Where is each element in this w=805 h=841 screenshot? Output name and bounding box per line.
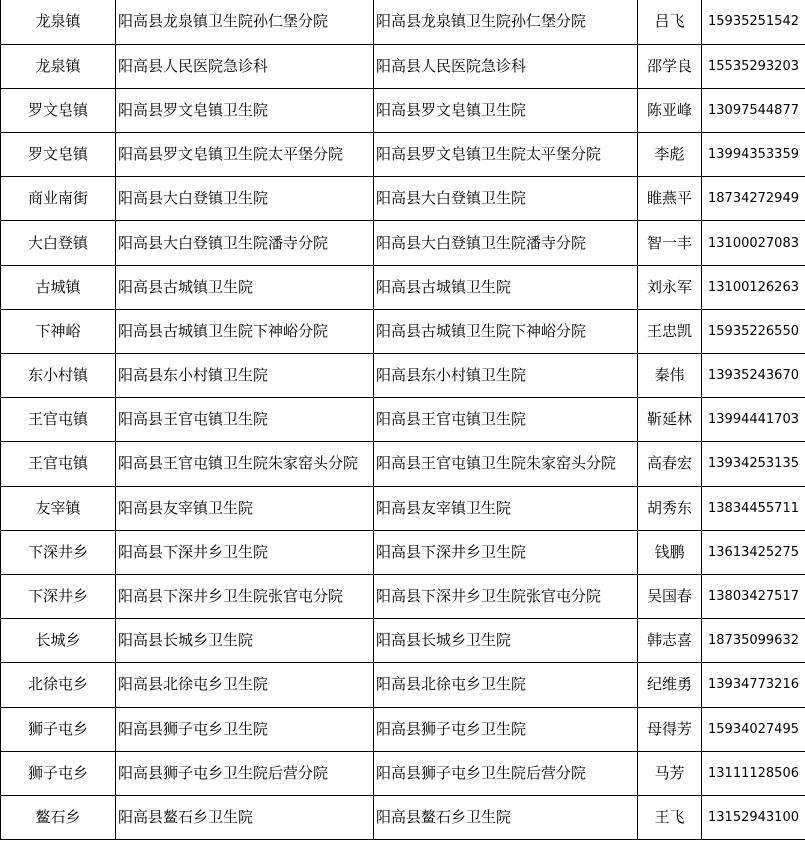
phone-cell: 13934253135	[702, 442, 805, 486]
table-row	[1, 88, 805, 132]
contact-cell: 陈亚峰	[638, 88, 702, 132]
institution-cell: 阳高县王官屯镇卫生院	[116, 398, 374, 442]
site-cell: 阳高县罗文皂镇卫生院太平堡分院	[374, 133, 638, 177]
phone-cell: 15535293203	[702, 44, 805, 88]
table-row	[1, 751, 805, 795]
town-cell: 狮子屯乡	[1, 707, 116, 751]
contact-cell: 吕飞	[638, 0, 702, 44]
phone-cell: 13100126263	[702, 265, 805, 309]
site-cell: 阳高县古城镇卫生院	[374, 265, 638, 309]
contact-cell: 母得芳	[638, 707, 702, 751]
phone-cell: 13994441703	[702, 398, 805, 442]
institution-cell: 阳高县古城镇卫生院	[116, 265, 374, 309]
table-body	[1, 0, 805, 840]
site-cell: 阳高县东小村镇卫生院	[374, 354, 638, 398]
table-row	[1, 354, 805, 398]
town-cell: 商业南街	[1, 177, 116, 221]
institution-cell: 阳高县长城乡卫生院	[116, 619, 374, 663]
table-row	[1, 795, 805, 839]
town-cell: 龙泉镇	[1, 0, 116, 44]
phone-cell: 18735099632	[702, 619, 805, 663]
town-cell: 北徐屯乡	[1, 663, 116, 707]
contact-cell: 李彪	[638, 133, 702, 177]
town-cell: 下深井乡	[1, 574, 116, 618]
institution-cell: 阳高县古城镇卫生院下神峪分院	[116, 309, 374, 353]
phone-cell: 15935251542	[702, 0, 805, 44]
phone-cell: 15934027495	[702, 707, 805, 751]
table-row	[1, 530, 805, 574]
site-cell: 阳高县友宰镇卫生院	[374, 486, 638, 530]
institution-cell: 阳高县鳌石乡卫生院	[116, 795, 374, 839]
contact-cell: 钱鹏	[638, 530, 702, 574]
institution-cell: 阳高县友宰镇卫生院	[116, 486, 374, 530]
contact-cell: 邵学良	[638, 44, 702, 88]
contact-cell: 马芳	[638, 751, 702, 795]
town-cell: 大白登镇	[1, 221, 116, 265]
site-cell: 阳高县下深井乡卫生院张官屯分院	[374, 574, 638, 618]
site-cell: 阳高县古城镇卫生院下神峪分院	[374, 309, 638, 353]
town-cell: 鳌石乡	[1, 795, 116, 839]
phone-cell: 13935243670	[702, 354, 805, 398]
institution-cell: 阳高县人民医院急诊科	[116, 44, 374, 88]
site-cell: 阳高县王官屯镇卫生院朱家窑头分院	[374, 442, 638, 486]
phone-cell: 13100027083	[702, 221, 805, 265]
town-cell: 狮子屯乡	[1, 751, 116, 795]
institution-cell: 阳高县东小村镇卫生院	[116, 354, 374, 398]
institution-cell: 阳高县狮子屯乡卫生院	[116, 707, 374, 751]
table-row	[1, 265, 805, 309]
town-cell: 龙泉镇	[1, 44, 116, 88]
site-cell: 阳高县长城乡卫生院	[374, 619, 638, 663]
town-cell: 东小村镇	[1, 354, 116, 398]
phone-cell: 13994353359	[702, 133, 805, 177]
institution-cell: 阳高县王官屯镇卫生院朱家窑头分院	[116, 442, 374, 486]
institution-cell: 阳高县罗文皂镇卫生院	[116, 88, 374, 132]
site-cell: 阳高县鳌石乡卫生院	[374, 795, 638, 839]
table-row	[1, 707, 805, 751]
institution-cell: 阳高县大白登镇卫生院潘寺分院	[116, 221, 374, 265]
contact-cell: 靳延林	[638, 398, 702, 442]
site-cell: 阳高县王官屯镇卫生院	[374, 398, 638, 442]
table-row	[1, 574, 805, 618]
institution-cell: 阳高县下深井乡卫生院张官屯分院	[116, 574, 374, 618]
table-row	[1, 619, 805, 663]
site-cell: 阳高县人民医院急诊科	[374, 44, 638, 88]
table-row	[1, 442, 805, 486]
phone-cell: 13152943100	[702, 795, 805, 839]
phone-cell: 15935226550	[702, 309, 805, 353]
phone-cell: 13834455711	[702, 486, 805, 530]
institution-cell: 阳高县大白登镇卫生院	[116, 177, 374, 221]
table-row	[1, 0, 805, 44]
town-cell: 罗文皂镇	[1, 88, 116, 132]
institution-cell: 阳高县龙泉镇卫生院孙仁堡分院	[116, 0, 374, 44]
table-row	[1, 486, 805, 530]
institution-cell: 阳高县狮子屯乡卫生院后营分院	[116, 751, 374, 795]
table-row	[1, 663, 805, 707]
contact-cell: 王飞	[638, 795, 702, 839]
phone-cell: 13803427517	[702, 574, 805, 618]
town-cell: 长城乡	[1, 619, 116, 663]
phone-cell: 13613425275	[702, 530, 805, 574]
town-cell: 下神峪	[1, 309, 116, 353]
table-row	[1, 398, 805, 442]
table-row	[1, 44, 805, 88]
contact-cell: 胡秀东	[638, 486, 702, 530]
institution-cell: 阳高县下深井乡卫生院	[116, 530, 374, 574]
site-cell: 阳高县北徐屯乡卫生院	[374, 663, 638, 707]
contact-cell: 睢燕平	[638, 177, 702, 221]
site-cell: 阳高县大白登镇卫生院	[374, 177, 638, 221]
site-cell: 阳高县龙泉镇卫生院孙仁堡分院	[374, 0, 638, 44]
town-cell: 王官屯镇	[1, 442, 116, 486]
phone-cell: 18734272949	[702, 177, 805, 221]
table-row	[1, 177, 805, 221]
contact-cell: 秦伟	[638, 354, 702, 398]
contact-cell: 吴国春	[638, 574, 702, 618]
site-cell: 阳高县下深井乡卫生院	[374, 530, 638, 574]
contact-cell: 王忠凯	[638, 309, 702, 353]
institution-cell: 阳高县罗文皂镇卫生院太平堡分院	[116, 133, 374, 177]
town-cell: 罗文皂镇	[1, 133, 116, 177]
site-cell: 阳高县狮子屯乡卫生院	[374, 707, 638, 751]
town-cell: 王官屯镇	[1, 398, 116, 442]
site-cell: 阳高县大白登镇卫生院潘寺分院	[374, 221, 638, 265]
phone-cell: 13934773216	[702, 663, 805, 707]
contact-cell: 智一丰	[638, 221, 702, 265]
contact-cell: 韩志喜	[638, 619, 702, 663]
institution-cell: 阳高县北徐屯乡卫生院	[116, 663, 374, 707]
contact-cell: 高春宏	[638, 442, 702, 486]
town-cell: 古城镇	[1, 265, 116, 309]
town-cell: 友宰镇	[1, 486, 116, 530]
contact-cell: 纪维勇	[638, 663, 702, 707]
table-row	[1, 309, 805, 353]
table-row	[1, 133, 805, 177]
contact-cell: 刘永军	[638, 265, 702, 309]
site-cell: 阳高县狮子屯乡卫生院后营分院	[374, 751, 638, 795]
phone-cell: 13097544877	[702, 88, 805, 132]
site-cell: 阳高县罗文皂镇卫生院	[374, 88, 638, 132]
table-row	[1, 221, 805, 265]
phone-cell: 13111128506	[702, 751, 805, 795]
town-cell: 下深井乡	[1, 530, 116, 574]
